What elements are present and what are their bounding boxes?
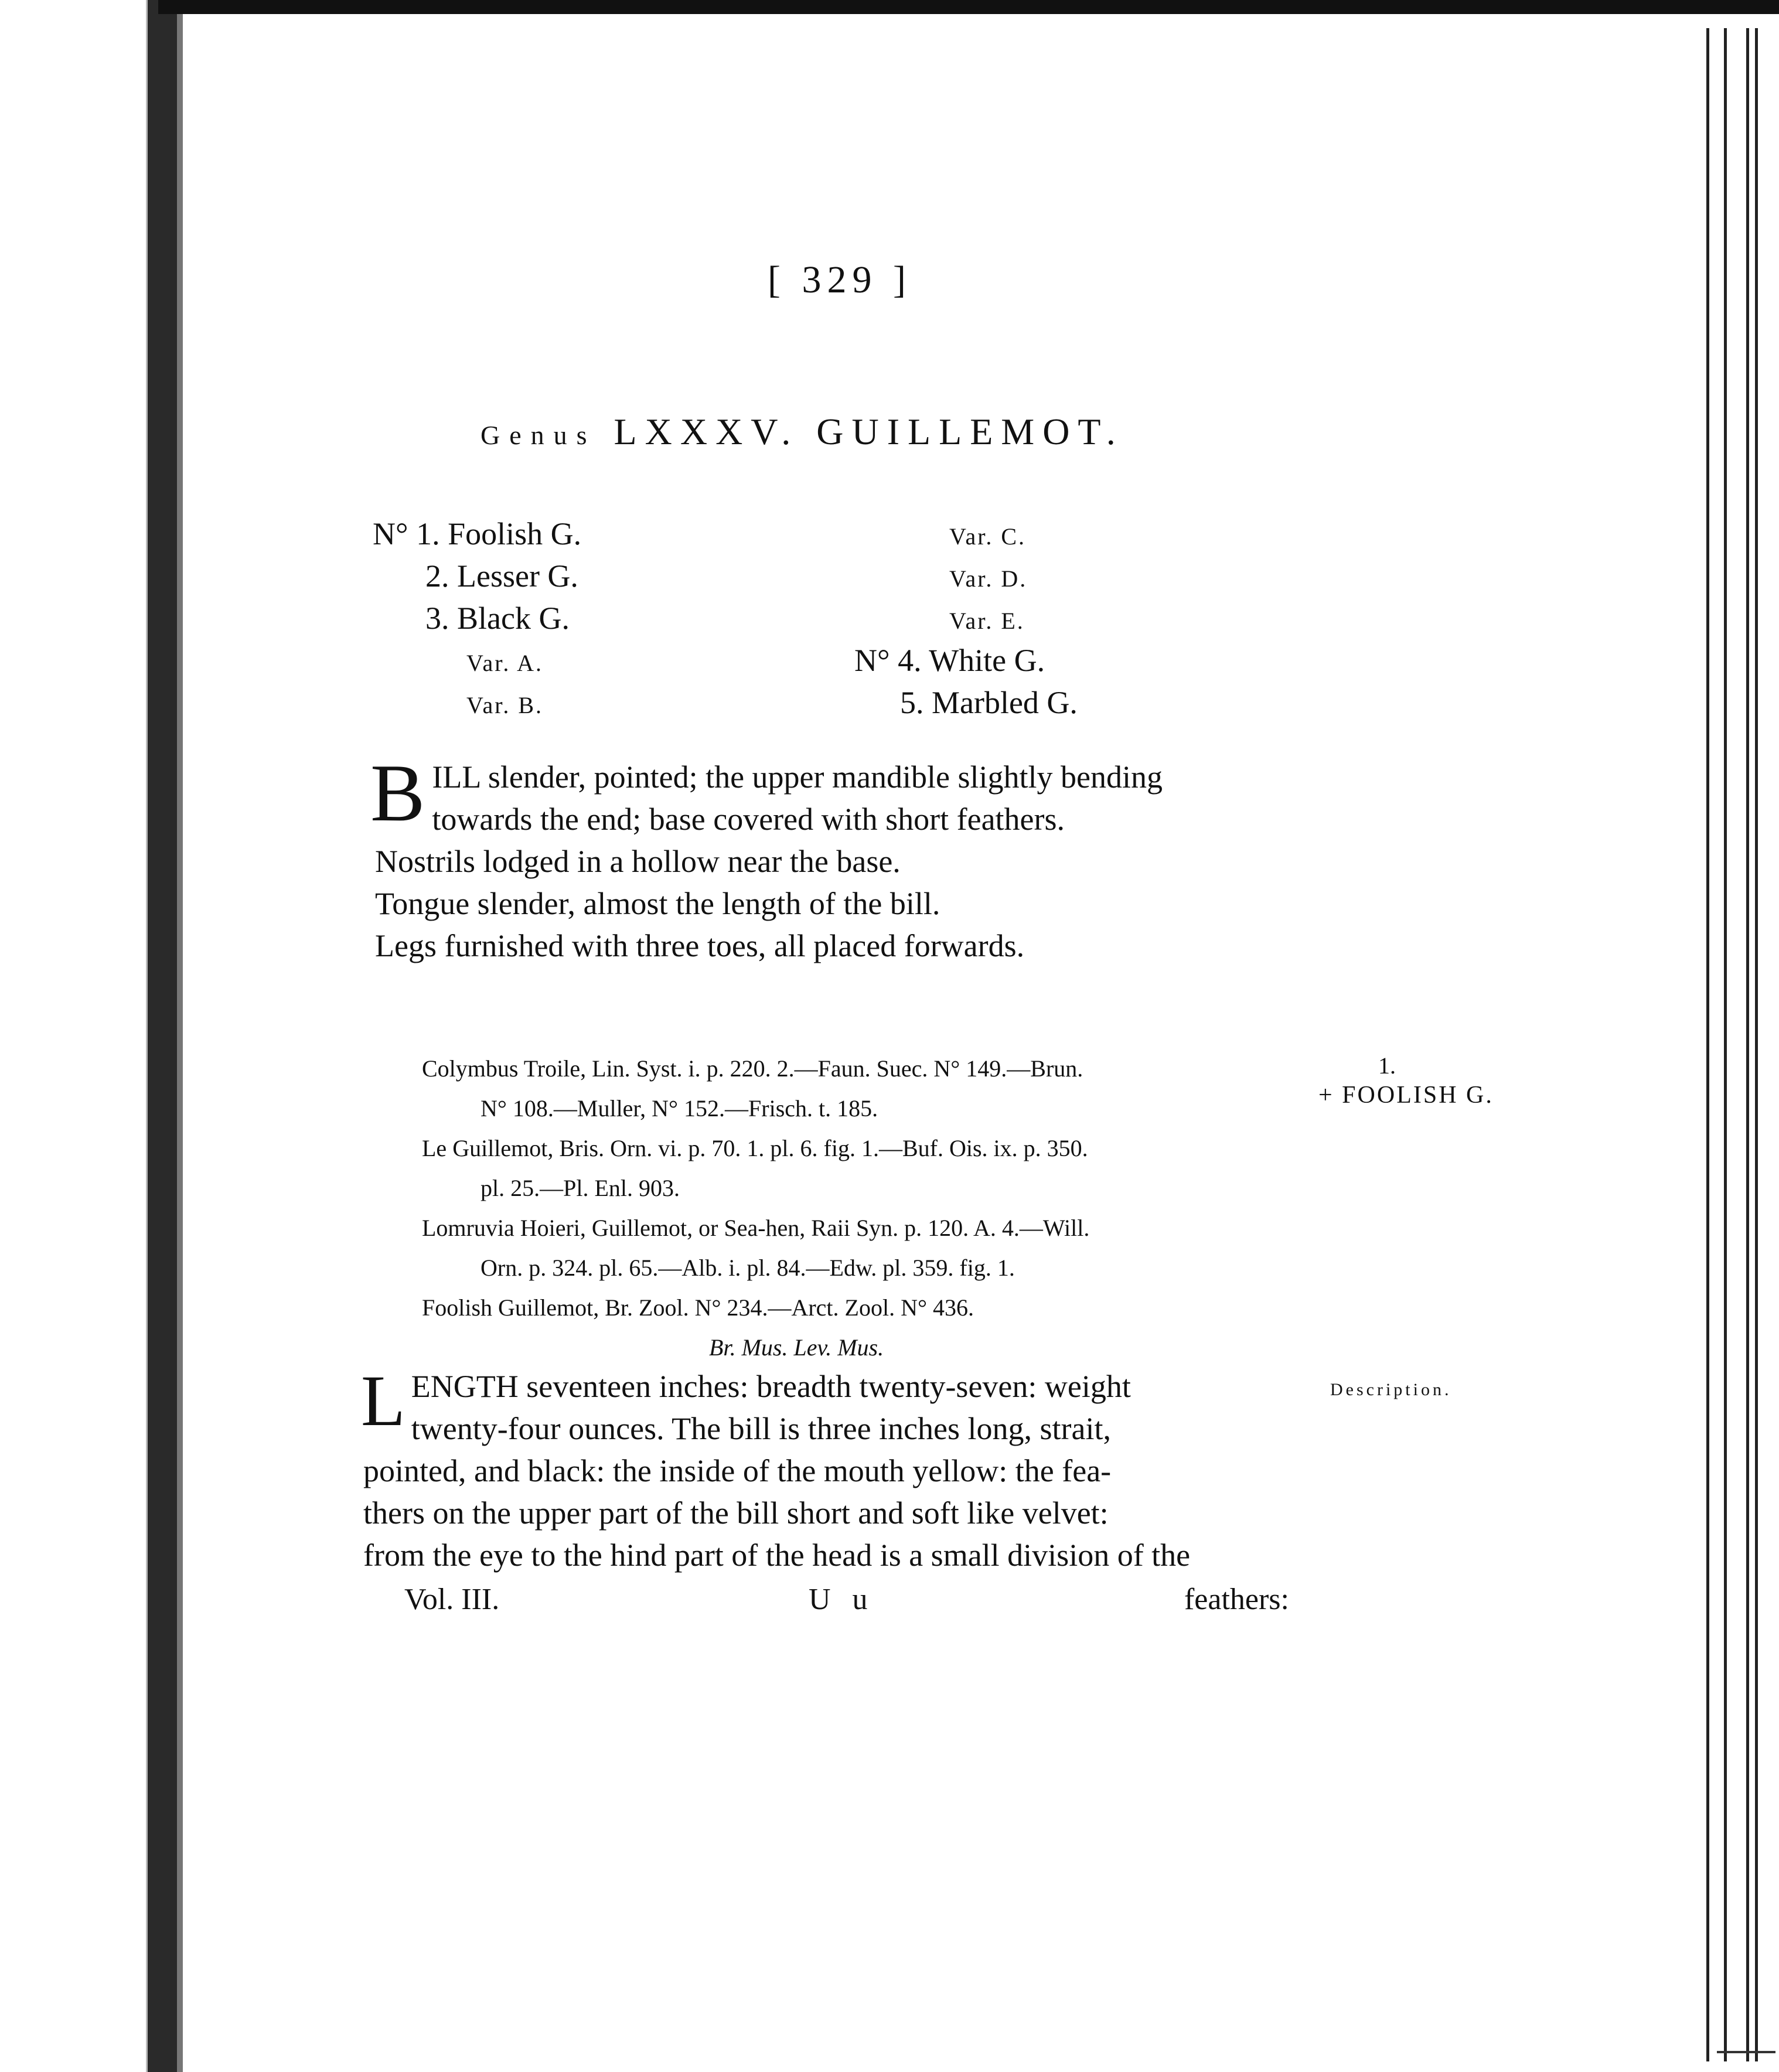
species-list-item [466, 642, 543, 679]
character-line: Legs furnished with three toes, all placed forwards. [375, 928, 1025, 963]
page-edge-line [1746, 28, 1749, 2061]
species-name: Var. D. [949, 565, 1028, 592]
museum-reference: Br. Mus. Lev. Mus. [709, 1334, 884, 1361]
genus-heading [480, 410, 1124, 454]
synonym-line: Lomruvia Hoieri, Guillemot, or Sea-hen, Raii Syn. p. 120. A. 4.—Will. [422, 1215, 1090, 1241]
catchword: feathers: [1184, 1583, 1289, 1616]
description-line: from the eye to the hind part of the head is a small division of the [363, 1538, 1191, 1573]
description-paragraph [361, 1361, 1289, 1576]
character-line: Nostrils lodged in a hollow near the base. [375, 844, 901, 879]
top-scan-border [158, 0, 1779, 14]
synonym-line: N° 108.—Muller, N° 152.—Frisch. t. 185. [480, 1095, 878, 1122]
species-name: Foolish G. [448, 516, 582, 551]
book-spine-shadow [148, 0, 177, 2072]
page-edge-line [1755, 28, 1758, 2061]
right-page-edges [1699, 14, 1779, 2072]
description-line: twenty-four ounces. The bill is three inches long, strait, [411, 1411, 1111, 1446]
drop-cap: L [361, 1361, 405, 1441]
species-list-item [949, 600, 1025, 636]
page-edge-line [1706, 28, 1709, 2061]
character-line: ILL slender, pointed; the upper mandible slightly bending [432, 759, 1163, 795]
species-list-item [425, 600, 570, 636]
species-list-item [854, 642, 1045, 679]
species-number: N° 4. [854, 643, 922, 678]
description-line: ENGTH seventeen inches: breadth twenty-seven: weight [411, 1369, 1131, 1404]
drop-cap: B [370, 748, 425, 839]
species-number: 3. [425, 601, 449, 636]
spine-gradient [177, 0, 183, 2072]
species-list-item [949, 516, 1026, 552]
species-name: Var. C. [949, 523, 1026, 550]
character-line: towards the end; base covered with short feathers. [432, 802, 1065, 837]
bottom-edge-mark [1717, 2051, 1775, 2053]
species-name: Var. A. [466, 650, 543, 676]
page-footer [404, 1582, 1289, 1617]
species-name: Var. E. [949, 608, 1025, 634]
species-list-item [949, 558, 1027, 594]
species-name: Var. B. [466, 692, 543, 718]
species-number-margin: 1. [1378, 1052, 1396, 1079]
species-name: Black G. [457, 601, 570, 636]
volume-label: Vol. III. [404, 1583, 500, 1616]
description-margin-label: Description. [1330, 1380, 1452, 1399]
description-line: pointed, and black: the inside of the mouth yellow: the fea- [363, 1453, 1112, 1488]
generic-characters [370, 748, 1289, 967]
synonym-line: pl. 25.—Pl. Enl. 903. [480, 1175, 680, 1201]
page-number: [ 329 ] [768, 258, 912, 301]
synonym-line: Orn. p. 324. pl. 65.—Alb. i. pl. 84.—Edw. pl. 359. fig. 1. [480, 1255, 1015, 1281]
species-number: 5. [900, 685, 924, 720]
description-line: thers on the upper part of the bill short and soft like velvet: [363, 1495, 1109, 1531]
synonym-line: Le Guillemot, Bris. Orn. vi. p. 70. 1. pl. 6. fig. 1.—Buf. Ois. ix. p. 350. [422, 1135, 1088, 1161]
synonymy-block [422, 1049, 1089, 1368]
facing-page-edge [0, 0, 148, 2072]
species-list-item [900, 684, 1078, 721]
genus-title: LXXXV. GUILLEMOT. [614, 411, 1124, 452]
page-edge-line [1724, 28, 1727, 2061]
synonym-line: Colymbus Troile, Lin. Syst. i. p. 220. 2.—Faun. Suec. N° 149.—Brun. [422, 1055, 1083, 1082]
species-list-item [466, 684, 543, 721]
species-name: Lesser G. [457, 558, 578, 594]
species-number: N° 1. [373, 516, 440, 551]
signature-mark: U u [809, 1583, 875, 1616]
species-number: 2. [425, 558, 449, 594]
species-name: White G. [929, 643, 1045, 678]
species-list-item [425, 558, 578, 594]
character-line: Tongue slender, almost the length of the bill. [375, 886, 940, 921]
genus-word: Genus [480, 420, 597, 450]
synonym-line: Foolish Guillemot, Br. Zool. N° 234.—Arct. Zool. N° 436. [422, 1294, 974, 1321]
species-name: Marbled G. [932, 685, 1078, 720]
species-list-item [373, 516, 581, 552]
species-name-margin: + FOOLISH G. [1318, 1082, 1494, 1109]
